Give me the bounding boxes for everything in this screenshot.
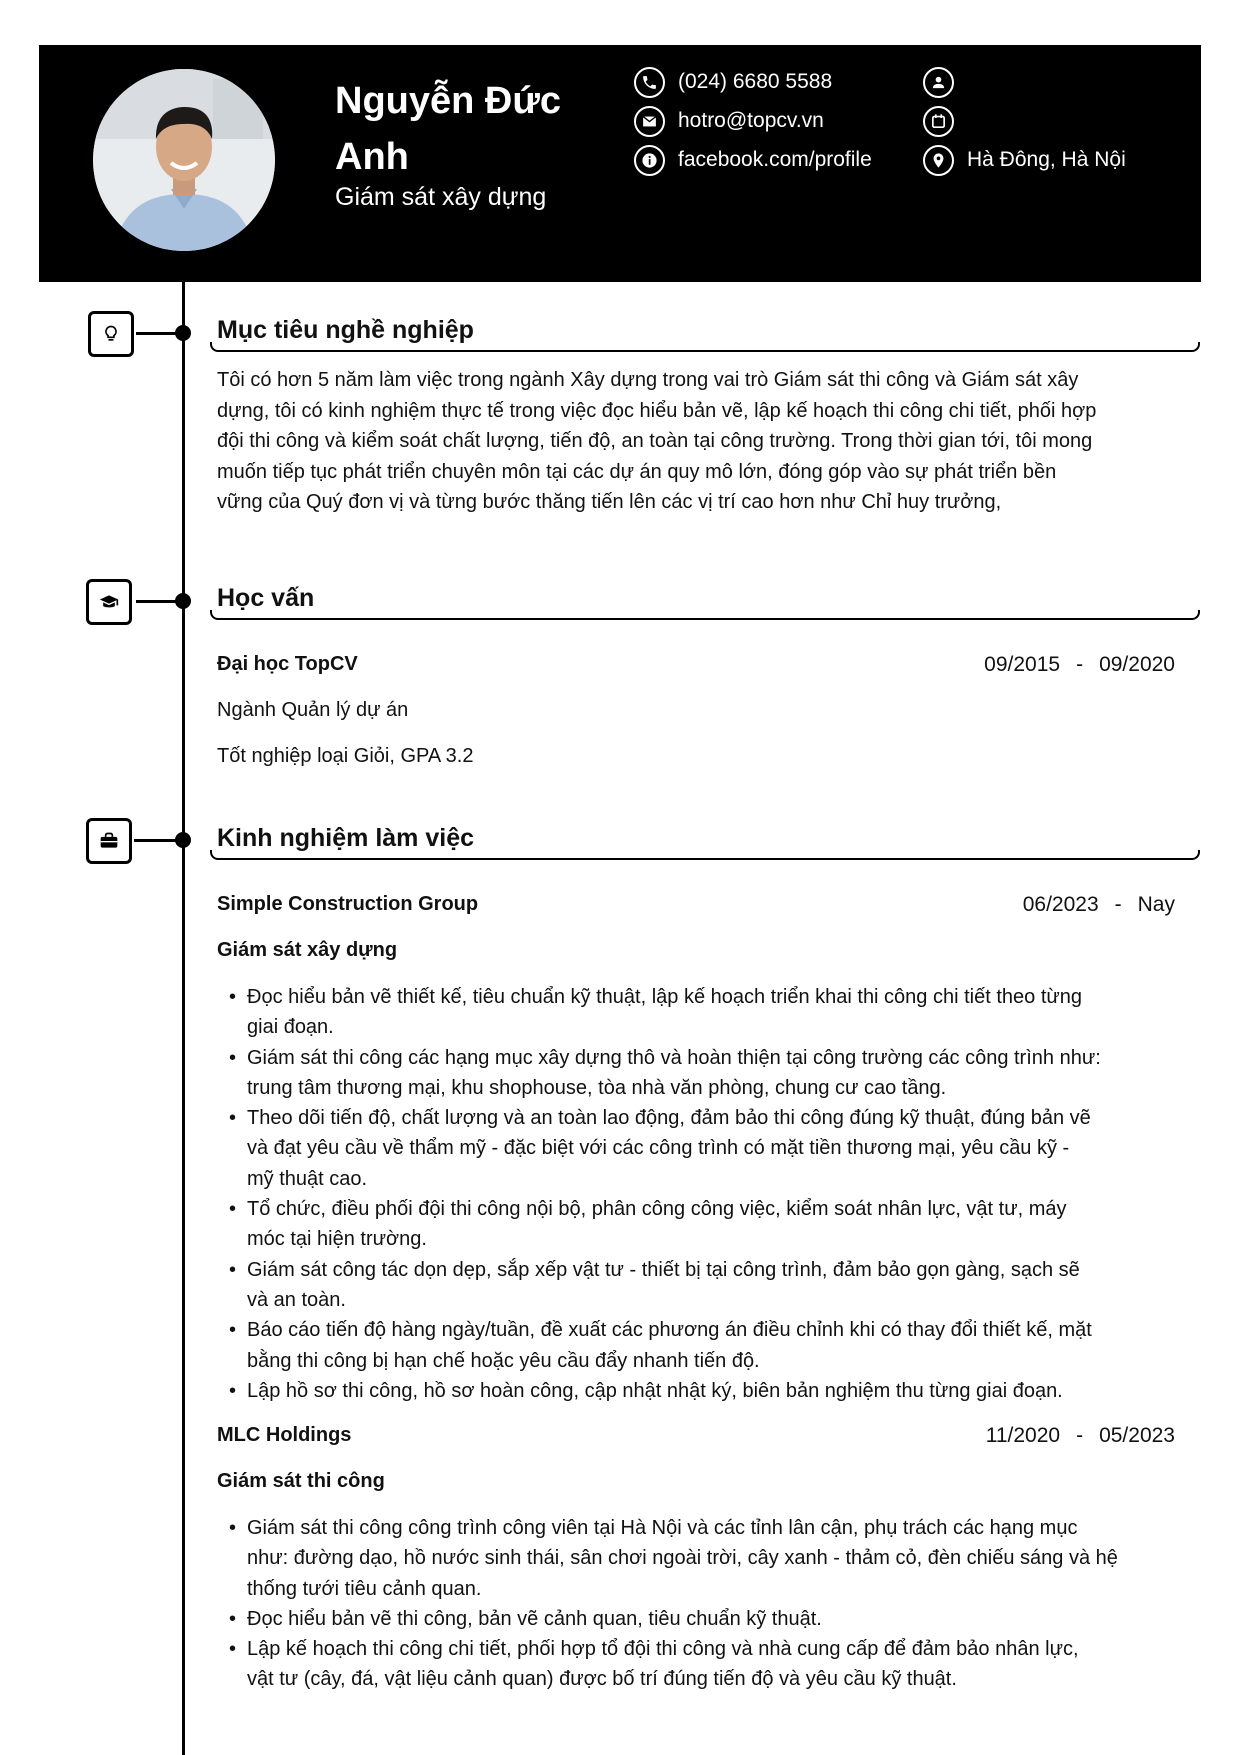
date-dash: - (1076, 653, 1084, 676)
section-title-education: Học vấn (217, 584, 315, 612)
gpa: Tốt nghiệp loại Giỏi, GPA 3.2 (217, 745, 474, 767)
email-icon (634, 106, 665, 137)
user-icon (923, 67, 954, 98)
contact-calendar (923, 104, 967, 138)
objective-line: muốn tiếp tục phát triển chuyên môn tại các dự án quy mô lớn, đóng góp vào sự phát triển bền (217, 460, 1057, 483)
contact-address[interactable] (923, 143, 1126, 177)
bullet-item (217, 1194, 1197, 1255)
section-rule (210, 342, 1200, 352)
date-start: 11/2020 (985, 1424, 1061, 1447)
bullet-line: và an toàn. (247, 1288, 346, 1311)
contact-phone[interactable] (634, 65, 832, 99)
bullet-line: • Tổ chức, điều phối đội thi công nội bộ, phân công công việc, kiểm soát nhân lực, vật tư, máy (247, 1198, 1067, 1221)
bullet-item (217, 1043, 1197, 1104)
objective-text (217, 365, 1192, 518)
bullet-line: bằng thi công bị hạn chế hoặc yêu cầu đẩy nhanh tiến độ. (247, 1349, 760, 1372)
company-name: MLC Holdings (217, 1424, 352, 1446)
bullet-line: • Giám sát thi công công trình công viên tại Hà Nội và các tỉnh lân cận, phụ trách các hạng mục (247, 1517, 1078, 1539)
contact-website[interactable] (634, 143, 872, 177)
bullet-item (217, 1604, 1197, 1634)
section-rule (210, 610, 1200, 620)
candidate-title: Giám sát xây dựng (335, 183, 547, 211)
bullet-line: • Đọc hiểu bản vẽ thiết kế, tiêu chuẩn kỹ thuật, lập kế hoạch triển khai thi công chi tiết theo từng (247, 986, 1083, 1008)
bullet-line: • Theo dõi tiến độ, chất lượng và an toàn lao động, đảm bảo thi công đúng kỹ thuật, đúng bản vẽ (247, 1107, 1091, 1130)
section-icon-experience (86, 818, 132, 864)
phone-icon (634, 67, 665, 98)
bullet-line: • Giám sát thi công các hạng mục xây dựng thô và hoàn thiện tại công trường các công trình như: (247, 1046, 1101, 1069)
bullet-line: • Đọc hiểu bản vẽ thi công, bản vẽ cảnh quan, tiêu chuẩn kỹ thuật. (247, 1607, 822, 1630)
lightbulb-icon (101, 324, 121, 344)
website-text: facebook.com/profile (678, 148, 872, 171)
section-icon-objective (88, 311, 134, 357)
cv-header (39, 45, 1201, 282)
date-end: Nay (1137, 893, 1175, 916)
section-icon-education (86, 579, 132, 625)
timeline-line (182, 282, 185, 1755)
briefcase-icon (99, 831, 119, 851)
contact-user (923, 65, 967, 99)
contact-email[interactable] (634, 104, 824, 138)
date-dash: - (1114, 893, 1122, 916)
bullet-line: • Lập hồ sơ thi công, hồ sơ hoàn công, cập nhật nhật ký, biên bản nghiệm thu từng giai đoạn. (247, 1379, 1063, 1402)
calendar-icon (923, 106, 954, 137)
avatar-photo (93, 69, 275, 251)
bullet-line: như: đường dạo, hồ nước sinh thái, sân chơi ngoài trời, cây xanh - thảm cỏ, đèn chiếu sáng và hệ (247, 1547, 1118, 1570)
graduation-cap-icon (99, 592, 119, 612)
bullet-item (217, 1103, 1197, 1194)
date-start: 06/2023 (1022, 893, 1099, 916)
school-name: Đại học TopCV (217, 653, 358, 675)
company-name: Simple Construction Group (217, 893, 479, 915)
bullet-line: trung tâm thương mại, khu shophouse, tòa nhà văn phòng, chung cư cao tầng. (247, 1076, 947, 1099)
candidate-name: Nguyễn Đức Anh (335, 80, 561, 178)
bullet-line: • Lập kế hoạch thi công chi tiết, phối hợp tổ đội thi công và nhà cung cấp để đảm bảo nhân lực, (247, 1638, 1079, 1661)
date-end: 09/2020 (1099, 653, 1175, 676)
job-position: Giám sát thi công (217, 1470, 385, 1492)
education-dates (984, 653, 1175, 677)
timeline-dot (175, 593, 191, 609)
info-icon (634, 145, 665, 176)
bullet-item (217, 1255, 1197, 1316)
address-text: Hà Đông, Hà Nội (967, 148, 1126, 171)
bullet-line: giai đoạn. (247, 1016, 334, 1039)
job-dates (986, 1424, 1175, 1448)
timeline-dot (175, 325, 191, 341)
major: Ngành Quản lý dự án (217, 699, 409, 721)
bullet-item (217, 982, 1197, 1043)
location-icon (923, 145, 954, 176)
date-dash: - (1076, 1424, 1084, 1447)
bullet-line: • Báo cáo tiến độ hàng ngày/tuần, đề xuất các phương án điều chỉnh khi có thay đổi thiết kế, mặt (247, 1319, 1092, 1342)
bullet-line: • Giám sát công tác dọn dẹp, sắp xếp vật tư - thiết bị tại công trình, đảm bảo gọn gàng, sạch sẽ (247, 1258, 1080, 1281)
objective-line: vững của Quý đơn vị và từng bước thăng tiến lên các vị trí cao hơn như Chỉ huy trưởng, (217, 491, 1002, 513)
bullet-line: móc tại hiện trường. (247, 1228, 427, 1251)
job-bullets (217, 1513, 1197, 1695)
bullet-item (217, 1513, 1197, 1604)
bullet-item (217, 1376, 1197, 1406)
objective-line: dựng, tôi có kinh nghiệm thực tế trong việc đọc hiểu bản vẽ, lập kế hoạch thi công chi tiết, phối hợp (217, 399, 1097, 422)
bullet-line: thống tưới tiêu cảnh quan. (247, 1577, 482, 1600)
date-start: 09/2015 (984, 653, 1061, 676)
email-text: hotro@topcv.vn (678, 109, 824, 132)
job-dates (1023, 893, 1175, 917)
date-end: 05/2023 (1099, 1424, 1175, 1447)
bullet-item (217, 1634, 1197, 1695)
bullet-item (217, 1315, 1197, 1376)
section-title-objective: Mục tiêu nghề nghiệp (217, 316, 474, 344)
section-rule (210, 850, 1200, 860)
objective-line: Tôi có hơn 5 năm làm việc trong ngành Xây dựng trong vai trò Giám sát thi công và Giám sát xây (217, 369, 1079, 391)
bullet-line: và đạt yêu cầu về thẩm mỹ - đặc biệt với các công trình có mặt tiền thương mại, yêu cầu kỹ - (247, 1137, 1070, 1160)
avatar (93, 69, 275, 251)
objective-line: đội thi công và kiểm soát chất lượng, tiến độ, an toàn tại công trường. Trong thời gian tới, tôi mong (217, 430, 1093, 452)
section-title-experience: Kinh nghiệm làm việc (217, 824, 475, 852)
bullet-line: mỹ thuật cao. (247, 1167, 368, 1190)
timeline-dot (175, 832, 191, 848)
bullet-line: vật tư (cây, đá, vật liệu cảnh quan) được bố trí đúng tiến độ và yêu cầu kỹ thuật. (247, 1668, 957, 1691)
job-bullets (217, 982, 1197, 1406)
job-position: Giám sát xây dựng (217, 939, 398, 961)
phone-text: (024) 6680 5588 (678, 70, 833, 93)
